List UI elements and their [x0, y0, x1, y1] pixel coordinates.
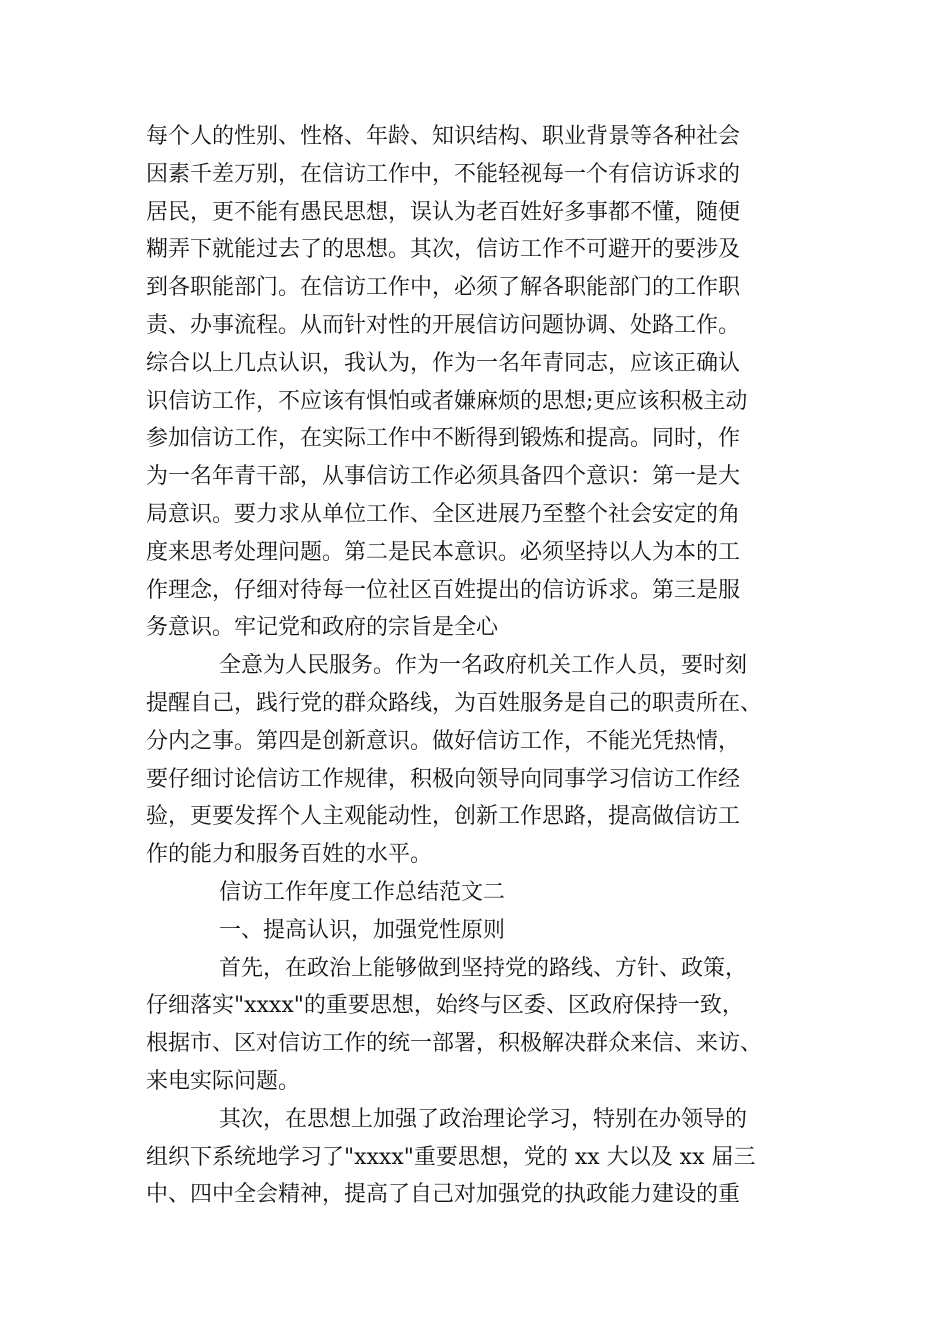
text-line: 中、四中全会精神，提高了自己对加强党的执政能力建设的重: [146, 1182, 741, 1208]
document-body: [146, 118, 806, 1214]
text-line: 务意识。牢记党和政府的宗旨是全心: [146, 615, 499, 641]
text-line: 为一名年青干部，从事信访工作必须具备四个意识：第一是大: [146, 464, 741, 490]
text-line: 糊弄下就能过去了的思想。其次，信访工作不可避开的要涉及: [146, 237, 741, 263]
text-line: 因素千差万别，在信访工作中，不能轻视每一个有信访诉求的: [146, 161, 741, 187]
paragraph: [146, 950, 806, 1101]
text-line: 信访工作年度工作总结范文二: [219, 879, 506, 905]
text-line: 仔细落实"xxxx"的重要思想，始终与区委、区政府保持一致，: [146, 993, 744, 1019]
paragraph: [146, 118, 806, 647]
text-line: 识信访工作，不应该有惧怕或者嫌麻烦的思想;更应该积极主动: [146, 388, 748, 414]
text-line: 一、提高认识，加强党性原则: [219, 917, 506, 943]
text-line: 首先，在政治上能够做到坚持党的路线、方针、政策，: [219, 955, 748, 981]
text-line: 提醒自己，践行党的群众路线，为百姓服务是自己的职责所在、: [146, 690, 763, 716]
text-line: 组织下系统地学习了"xxxx"重要思想，党的 xx 大以及 xx 届三: [146, 1144, 756, 1170]
text-line: 作的能力和服务百姓的水平。: [146, 842, 433, 868]
text-line: 每个人的性别、性格、年龄、知识结构、职业背景等各种社会: [146, 124, 741, 149]
text-line: 作理念，仔细对待每一位社区百姓提出的信访诉求。第三是服: [146, 577, 741, 603]
text-line: 居民，更不能有愚民思想，误认为老百姓好多事都不懂，随便: [146, 199, 741, 225]
text-line: 局意识。要力求从单位工作、全区进展乃至整个社会安定的角: [146, 501, 741, 527]
text-line: 根据市、区对信访工作的统一部署，积极解决群众来信、来访、: [146, 1031, 763, 1057]
text-line: 责、办事流程。从而针对性的开展信访问题协调、处路工作。: [146, 312, 741, 338]
paragraph: [146, 912, 806, 950]
text-line: 到各职能部门。在信访工作中，必须了解各职能部门的工作职: [146, 275, 741, 301]
text-line: 验，更要发挥个人主观能动性，创新工作思路，提高做信访工: [146, 804, 741, 830]
text-line: 度来思考处理问题。第二是民本意识。必须坚持以人为本的工: [146, 539, 741, 565]
text-line: 要仔细讨论信访工作规律，积极向领导向同事学习信访工作经: [146, 766, 741, 792]
text-line: 来电实际问题。: [146, 1068, 301, 1094]
text-line: 参加信访工作，在实际工作中不断得到锻炼和提高。同时，作: [146, 426, 741, 452]
text-line: 分内之事。第四是创新意识。做好信访工作，不能光凭热情，: [146, 728, 741, 754]
paragraph: [146, 647, 806, 874]
paragraph: [146, 874, 806, 912]
text-line: 其次，在思想上加强了政治理论学习，特别在办领导的: [219, 1106, 748, 1132]
paragraph: [146, 1101, 806, 1214]
text-line: 全意为人民服务。作为一名政府机关工作人员，要时刻: [219, 653, 748, 679]
text-line: 综合以上几点认识，我认为，作为一名年青同志，应该正确认: [146, 350, 741, 376]
